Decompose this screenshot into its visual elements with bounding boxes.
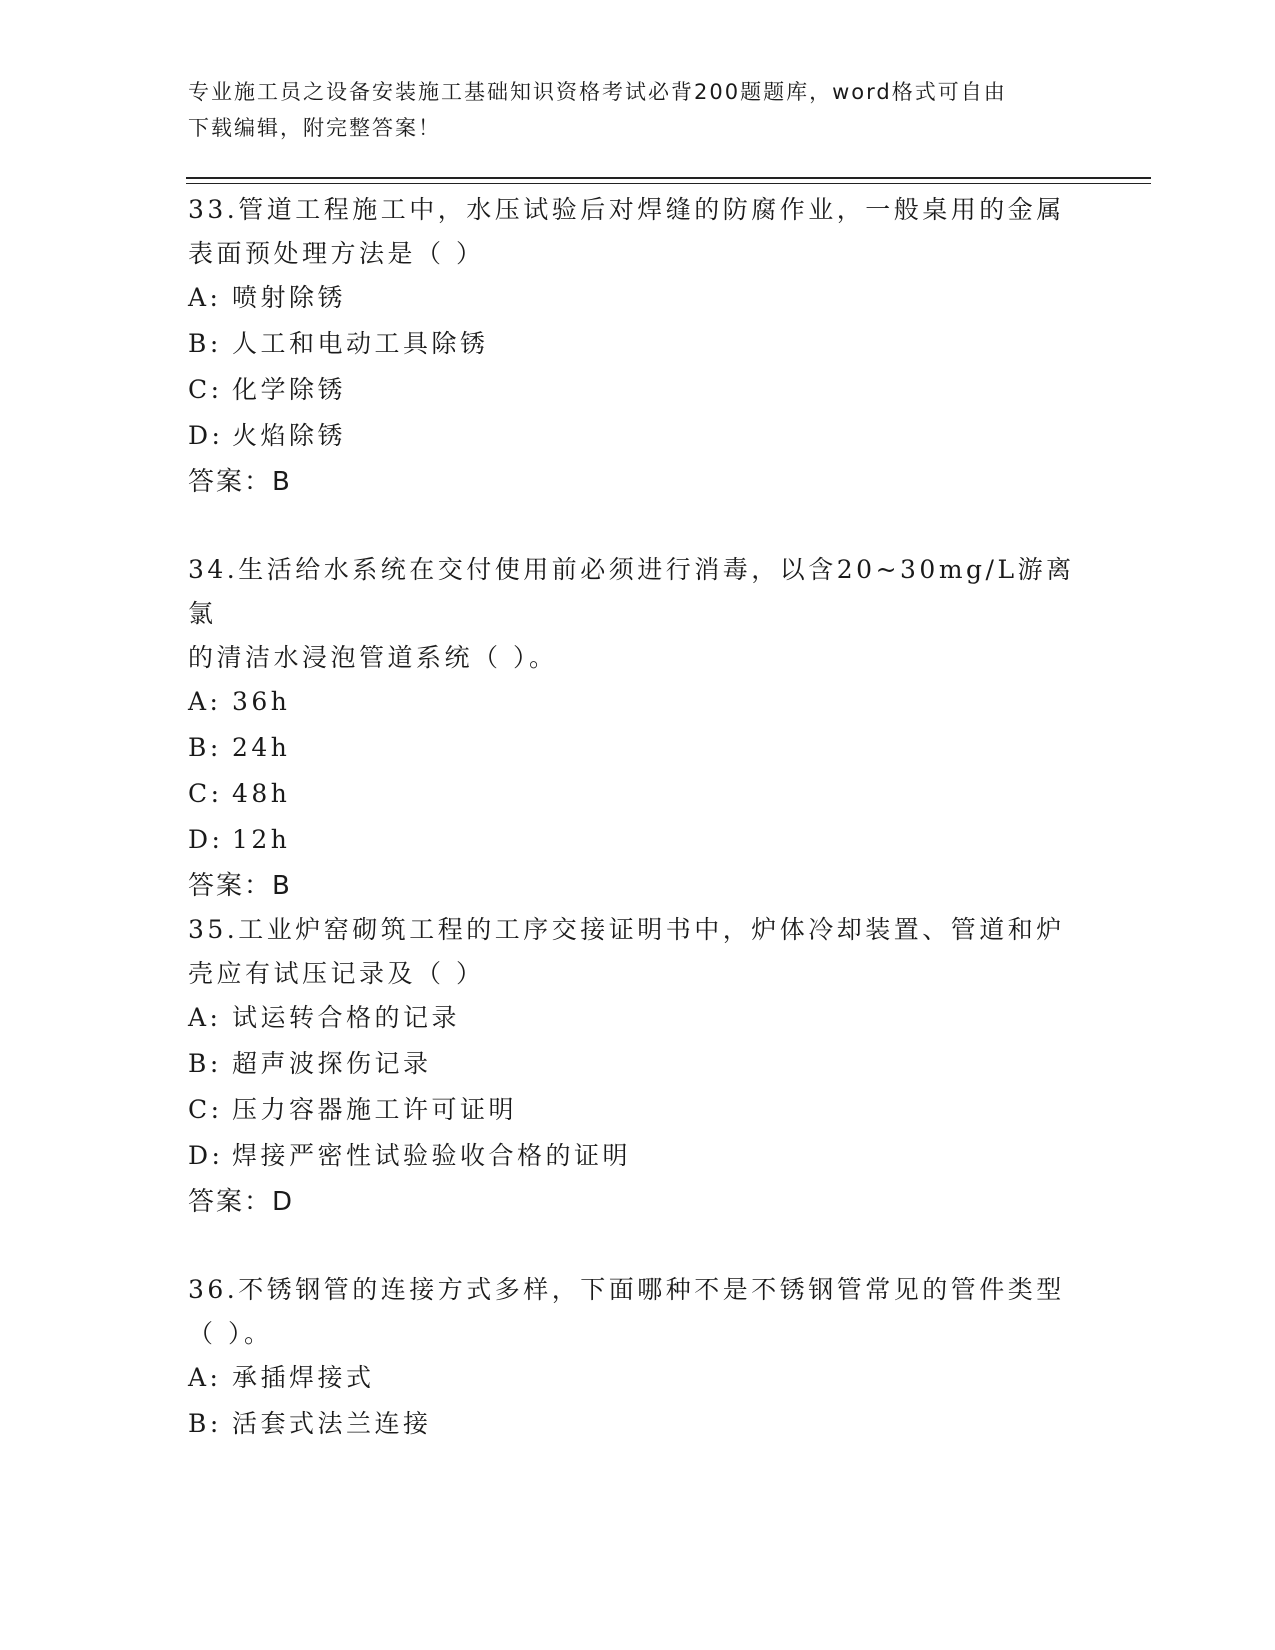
option-d (188, 818, 1088, 864)
option-d (188, 1134, 1088, 1180)
option-d (188, 414, 1088, 460)
answer-line: 答案：B (188, 871, 292, 901)
question-stem-line-1: 36.不锈钢管的连接方式多样，下面哪种不是不锈钢管常见的管件类型 (188, 1275, 1065, 1304)
option-text: 焊接严密性试验验收合格的证明 (232, 1141, 632, 1170)
option-b (188, 1042, 1088, 1088)
option-key: C: (188, 779, 223, 808)
option-text: 12h (232, 825, 291, 854)
question-36 (188, 1268, 1088, 1448)
option-c (188, 1088, 1088, 1134)
option-key: B: (188, 1049, 222, 1078)
header-line-1: 专业施工员之设备安装施工基础知识资格考试必背200题题库，word格式可自由 (188, 80, 1007, 104)
option-text: 超声波探伤记录 (232, 1049, 432, 1078)
option-key: B: (188, 1409, 222, 1438)
option-key: C: (188, 1095, 223, 1124)
option-key: B: (188, 733, 222, 762)
question-35 (188, 908, 1088, 1226)
option-text: 喷射除锈 (232, 283, 347, 312)
option-key: A: (188, 1363, 222, 1392)
option-key: D: (188, 421, 224, 450)
option-key: B: (188, 329, 222, 358)
header-divider-thick (186, 177, 1151, 179)
option-key: A: (188, 1003, 222, 1032)
question-stem-line-1: 33.管道工程施工中，水压试验后对焊缝的防腐作业，一般桌用的金属 (188, 195, 1065, 224)
option-b (188, 322, 1088, 368)
question-stem-line-1: 34.生活给水系统在交付使用前必须进行消毒，以含20~30mg/L游离氯 (188, 555, 1075, 628)
option-b (188, 1402, 1088, 1448)
option-key: C: (188, 375, 223, 404)
document-header (188, 74, 1088, 146)
option-text: 24h (232, 733, 291, 762)
option-key: D: (188, 825, 224, 854)
option-text: 活套式法兰连接 (232, 1409, 432, 1438)
option-text: 试运转合格的记录 (232, 1003, 461, 1032)
option-text: 承插焊接式 (232, 1363, 375, 1392)
question-34 (188, 548, 1088, 910)
answer-line: 答案：D (188, 1187, 295, 1217)
option-a (188, 996, 1088, 1042)
option-text: 48h (232, 779, 291, 808)
option-c (188, 368, 1088, 414)
option-key: A: (188, 687, 222, 716)
option-text: 压力容器施工许可证明 (232, 1095, 518, 1124)
option-text: 火焰除锈 (232, 421, 347, 450)
question-stem-line-2: （ ）。 (188, 1319, 273, 1348)
header-divider-thin (186, 183, 1151, 184)
option-a (188, 276, 1088, 322)
option-a (188, 680, 1088, 726)
option-text: 人工和电动工具除锈 (232, 329, 489, 358)
question-stem-line-2: 表面预处理方法是（ ） (188, 239, 485, 268)
question-stem-line-2: 壳应有试压记录及（ ） (188, 959, 485, 988)
question-stem-line-1: 35.工业炉窑砌筑工程的工序交接证明书中，炉体冷却装置、管道和炉 (188, 915, 1065, 944)
option-text: 化学除锈 (232, 375, 347, 404)
option-b (188, 726, 1088, 772)
header-line-2: 下载编辑，附完整答案！ (188, 116, 441, 140)
option-key: D: (188, 1141, 224, 1170)
option-c (188, 772, 1088, 818)
option-text: 36h (232, 687, 291, 716)
answer-line: 答案：B (188, 467, 292, 497)
option-key: A: (188, 283, 222, 312)
question-33 (188, 188, 1088, 506)
option-a (188, 1356, 1088, 1402)
question-stem-line-2: 的清洁水浸泡管道系统（ ）。 (188, 643, 558, 672)
